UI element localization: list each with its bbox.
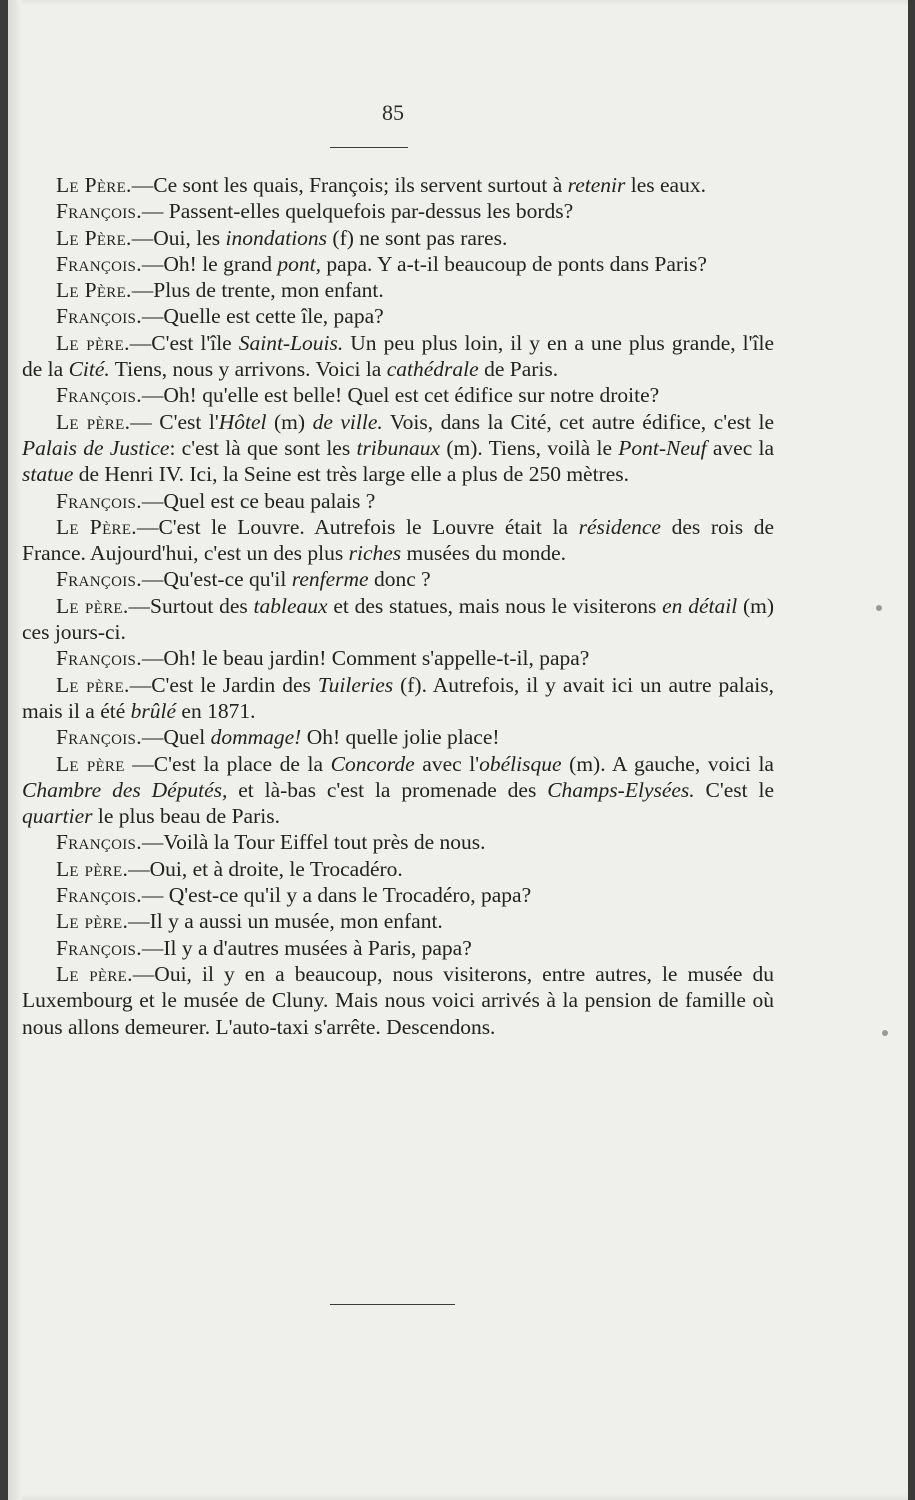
- page-gutter: [8, 0, 22, 1500]
- dialogue-paragraph: [22, 198, 774, 224]
- speaker-name: Le père.: [56, 330, 130, 355]
- dialogue-line: (m). A gauche, voici la: [561, 751, 774, 776]
- dialogue-line: C'est le: [694, 777, 774, 802]
- dialogue-line: les eaux.: [625, 173, 706, 197]
- dialogue-paragraph: [22, 882, 774, 908]
- italic-term: dommage!: [210, 725, 302, 750]
- dialogue-line: musées du monde.: [401, 541, 566, 566]
- italic-term: Concorde: [330, 751, 415, 776]
- dialogue-line: —Oh! le beau jardin! Comment s'appelle-t-il, papa?: [141, 646, 590, 671]
- italic-term: Saint-Louis.: [238, 330, 344, 355]
- italic-term: statue: [22, 462, 74, 487]
- dialogue-line: de Henri IV. Ici, la Seine est très large elle a plus de 250 mètres.: [73, 462, 629, 487]
- dialogue-line: —Il y a aussi un musée, mon enfant.: [128, 909, 443, 934]
- dialogue-line: avec la: [706, 435, 774, 460]
- speaker-name: François.: [56, 383, 142, 408]
- dialogue-line: papa. Y a-t-il beaucoup de ponts dans Paris?: [321, 251, 707, 276]
- dialogue-line: —Voilà la Tour Eiffel tout près de nous.: [141, 830, 486, 855]
- italic-term: Hôtel: [218, 409, 267, 434]
- dialogue-line: —Ce sont les quais, François; ils servent surtout à: [131, 173, 568, 197]
- dialogue-line: en 1871.: [176, 698, 256, 723]
- italic-term: renferme: [291, 567, 369, 592]
- dialogue-paragraph: [22, 514, 774, 567]
- dialogue-paragraph: [22, 908, 774, 934]
- italic-term: quartier: [22, 804, 93, 829]
- dialogue-line: —Oui, il y en a beaucoup, nous visiterons, entre autres, le musée du Luxembourg et le musée de Cluny. Mais nous voici arrivés à la pension de famille où nous allons demeurer. L'auto-taxi s'arrête. Descendons.: [22, 961, 774, 1039]
- speaker-name: François.: [56, 883, 142, 908]
- dialogue-line: le plus beau de Paris.: [92, 804, 280, 829]
- italic-term: Champs-Elysées.: [547, 777, 695, 802]
- dialogue-line: —C'est le Jardin des: [129, 672, 318, 697]
- dialogue-line: —Qu'est-ce qu'il: [141, 567, 292, 592]
- dialogue-line: — Q'est-ce qu'il y a dans le Trocadéro, papa?: [141, 883, 532, 908]
- italic-term: retenir: [567, 173, 626, 197]
- dialogue-paragraph: [22, 724, 774, 750]
- page-speck: [876, 605, 882, 611]
- dialogue-line: —Quel: [141, 725, 211, 750]
- dialogue-paragraph: [22, 645, 774, 671]
- italic-term: Pont-Neuf: [618, 435, 707, 460]
- speaker-name: Le père.: [56, 909, 129, 934]
- dialogue-line: des rois de France. Aujourd'hui, c'est un des plus: [22, 514, 775, 566]
- italic-term: pont,: [277, 251, 322, 276]
- speaker-name: François.: [56, 567, 142, 592]
- italic-term: de ville.: [312, 409, 383, 434]
- dialogue-paragraph: [22, 172, 774, 198]
- speaker-name: François.: [56, 935, 142, 960]
- dialogue-paragraph: [22, 593, 774, 646]
- dialogue-line: Vois, dans la Cité, cet autre édifice, c'est le: [382, 409, 774, 434]
- dialogue-paragraph: [22, 225, 774, 251]
- page-speck: [882, 1030, 888, 1036]
- dialogue-line: (f). Autrefois, il y avait ici un autre palais, mais il a été: [22, 672, 774, 723]
- dialogue-line: Un peu plus loin, il y en a une plus grande, l'île de la: [22, 330, 775, 382]
- speaker-name: Le Père.: [56, 225, 132, 250]
- dialogue-line: —Plus de trente, mon enfant.: [131, 278, 384, 303]
- dialogue-paragraph: [22, 409, 774, 488]
- dialogue-line: de Paris.: [478, 357, 559, 382]
- speaker-name: Le père.: [56, 409, 131, 434]
- dialogue-paragraph: [22, 829, 774, 855]
- dialogue-line: —Oui, et à droite, le Trocadéro.: [128, 856, 403, 881]
- italic-term: Tuileries: [317, 672, 394, 697]
- speaker-name: François.: [56, 304, 142, 329]
- dialogue-paragraph: [22, 566, 774, 592]
- book-page: [8, 0, 908, 1500]
- dialogue-line: et des statues, mais nous le visiterons: [327, 593, 663, 618]
- speaker-name: Le Père.: [56, 173, 132, 197]
- speaker-name: François.: [56, 646, 142, 671]
- dialogue-line: (m) ces jours-ci.: [22, 593, 774, 645]
- speaker-name: François.: [56, 725, 142, 750]
- dialogue-line: —Surtout des: [128, 593, 254, 618]
- italic-term: cathédrale: [386, 357, 479, 382]
- dialogue-paragraph: [22, 330, 774, 383]
- dialogue-paragraph: [22, 856, 774, 882]
- dialogue-line: Tiens, nous y arrivons. Voici la: [109, 357, 387, 382]
- dialogue-paragraph: [22, 935, 774, 961]
- speaker-name: François.: [56, 830, 142, 855]
- dialogue-paragraph: [22, 961, 774, 1040]
- header-rule: [330, 147, 408, 148]
- dialogue-line: —C'est l'île: [129, 330, 239, 355]
- dialogue-line: (m): [266, 409, 313, 434]
- italic-term: Cité.: [68, 357, 110, 382]
- italic-term: inondations: [225, 225, 328, 250]
- italic-term: Chambre des Députés,: [22, 777, 228, 802]
- dialogue-text: [22, 172, 774, 1040]
- dialogue-line: : c'est là que sont les: [169, 435, 357, 460]
- speaker-name: Le Père.: [56, 514, 137, 539]
- dialogue-line: donc ?: [368, 567, 431, 592]
- italic-term: riches: [348, 541, 402, 566]
- dialogue-line: —C'est le Louvre. Autrefois le Louvre était la: [136, 514, 579, 539]
- speaker-name: François.: [56, 199, 142, 224]
- dialogue-paragraph: [22, 303, 774, 329]
- speaker-name: Le père.: [56, 593, 129, 618]
- dialogue-line: —C'est la place de la: [124, 751, 331, 776]
- italic-term: Palais de Justice: [22, 435, 170, 460]
- speaker-name: Le père.: [56, 856, 129, 881]
- dialogue-line: (m). Tiens, voilà le: [440, 435, 619, 460]
- italic-term: tribunaux: [356, 435, 441, 460]
- dialogue-line: (f) ne sont pas rares.: [327, 225, 508, 250]
- italic-term: brûlé: [130, 698, 177, 723]
- dialogue-line: —Oh! le grand: [141, 251, 278, 276]
- speaker-name: Le père.: [56, 961, 133, 986]
- footer-rule: [330, 1304, 455, 1305]
- page-number: 85: [382, 100, 404, 125]
- speaker-name: Le père.: [56, 672, 130, 697]
- speaker-name: François.: [56, 251, 142, 276]
- dialogue-line: avec l': [414, 751, 480, 776]
- dialogue-line: — C'est l': [130, 409, 219, 434]
- dialogue-line: et là-bas c'est la promenade des: [227, 777, 548, 802]
- dialogue-line: —Oui, les: [131, 225, 226, 250]
- dialogue-paragraph: [22, 251, 774, 277]
- italic-term: obélisque: [479, 751, 562, 776]
- dialogue-line: —Oh! qu'elle est belle! Quel est cet édifice sur notre droite?: [141, 383, 660, 408]
- dialogue-line: —Il y a d'autres musées à Paris, papa?: [141, 935, 472, 960]
- dialogue-line: —Quel est ce beau palais ?: [141, 488, 376, 513]
- dialogue-paragraph: [22, 382, 774, 408]
- dialogue-paragraph: [22, 751, 774, 830]
- dialogue-paragraph: [22, 672, 774, 725]
- italic-term: tableaux: [253, 593, 328, 618]
- italic-term: en détail: [662, 593, 738, 618]
- italic-term: résidence: [578, 514, 661, 539]
- dialogue-line: —Quelle est cette île, papa?: [141, 304, 384, 329]
- dialogue-paragraph: [22, 277, 774, 303]
- dialogue-line: Oh! quelle jolie place!: [301, 725, 500, 750]
- speaker-name: Le Père.: [56, 278, 132, 303]
- speaker-name: Le père: [56, 751, 125, 776]
- dialogue-line: — Passent-elles quelquefois par-dessus les bords?: [141, 199, 574, 224]
- speaker-name: François.: [56, 488, 142, 513]
- dialogue-paragraph: [22, 488, 774, 514]
